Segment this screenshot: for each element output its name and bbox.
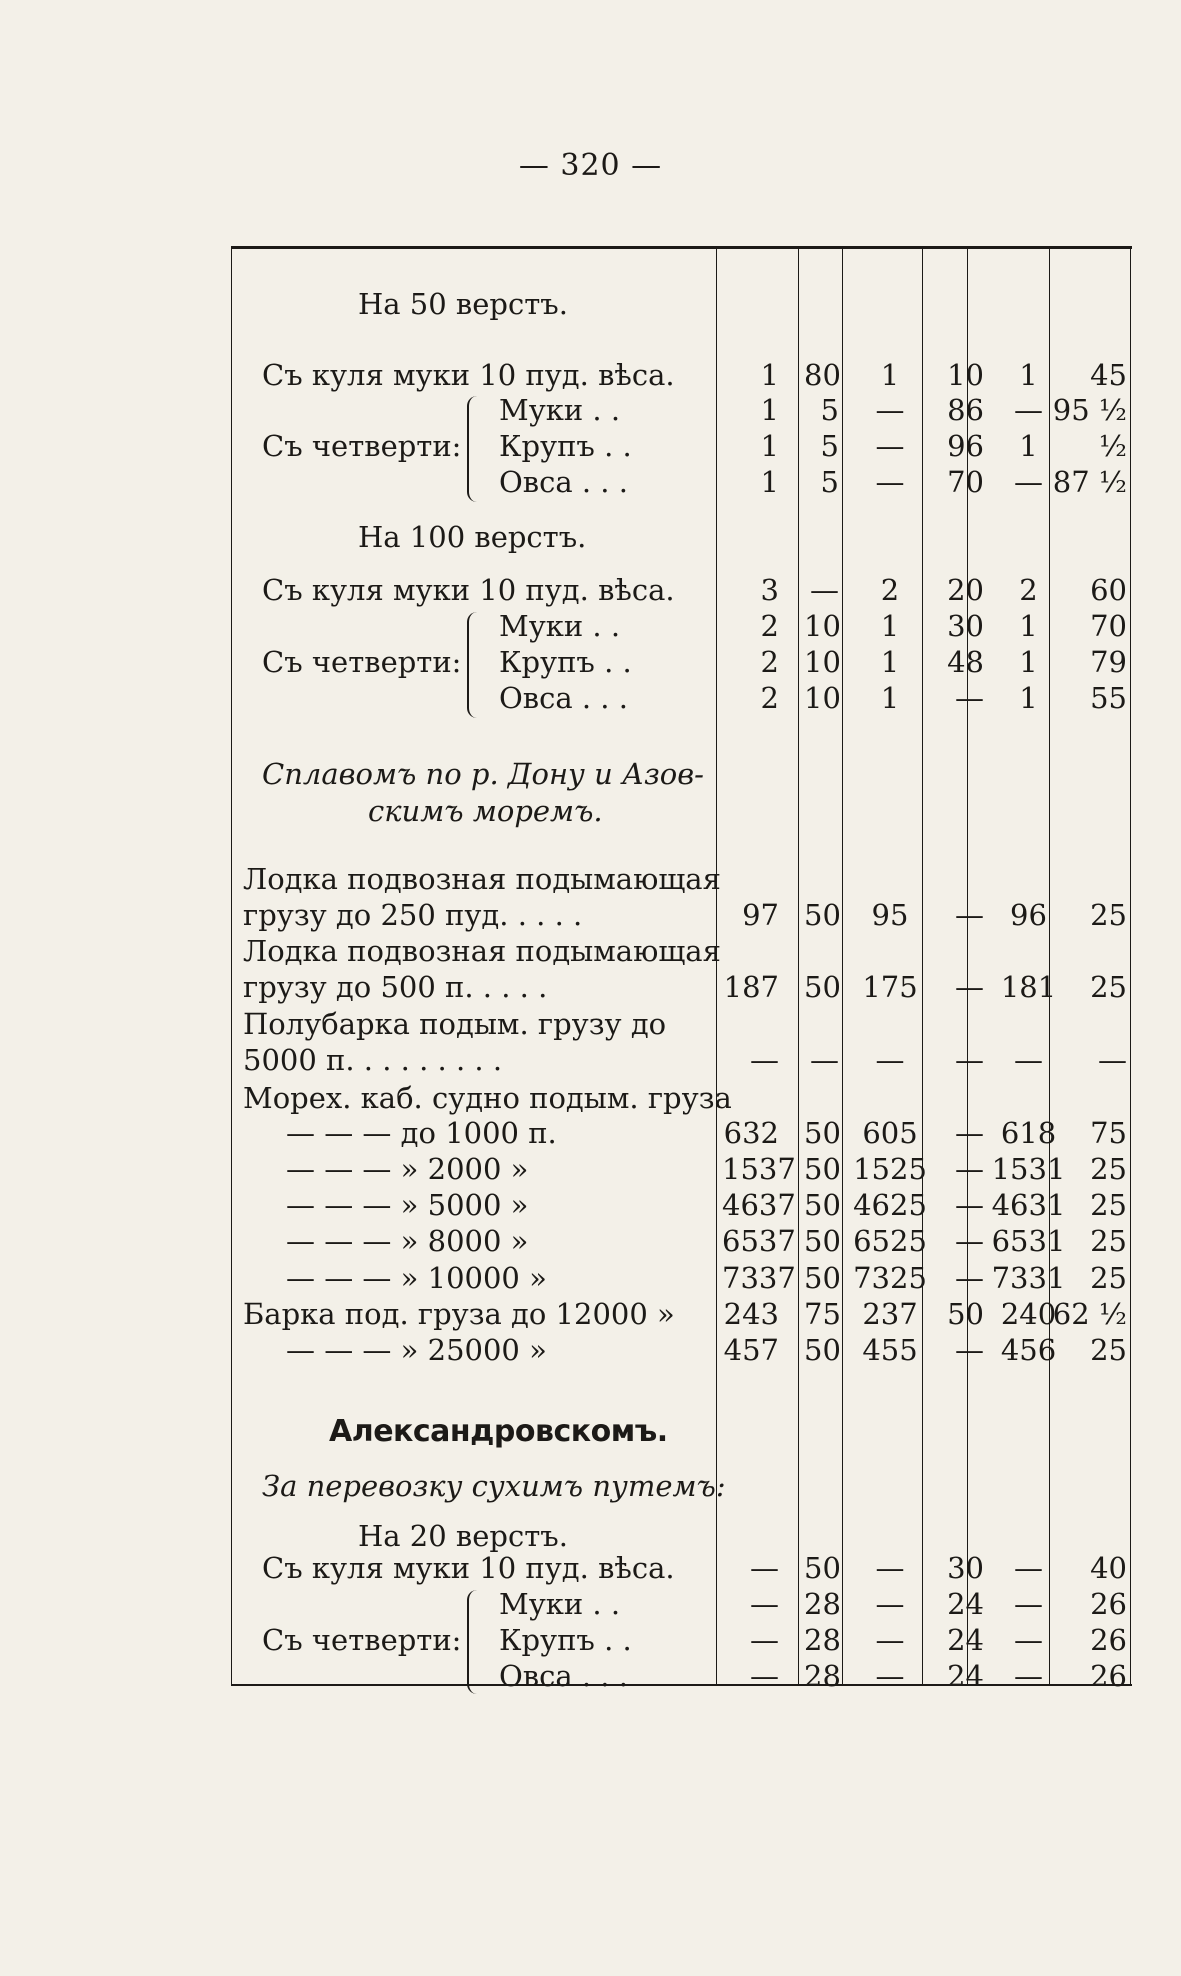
value-cell: — <box>750 1623 779 1657</box>
value-cell: 1 <box>1019 609 1038 643</box>
value-cell: 50 <box>804 970 841 1004</box>
section-subtitle: За перевозку сухимъ путемъ: <box>262 1469 726 1503</box>
value-cell: 1 <box>880 358 900 392</box>
value-cell: 80 <box>804 358 841 392</box>
table-row <box>231 572 1132 608</box>
value-cell: 7337 <box>722 1261 796 1295</box>
value-cell: 7325 <box>853 1261 927 1295</box>
value-cell: 79 <box>1090 645 1127 679</box>
value-cell: 455 <box>862 1333 918 1367</box>
row-label: Крупъ . . <box>499 429 632 463</box>
value-cell: 26 <box>1090 1623 1127 1657</box>
curly-brace <box>467 1590 483 1694</box>
value-cell: 50 <box>804 1152 841 1186</box>
page-number: — 320 — <box>518 148 663 183</box>
value-cell: — <box>875 1623 905 1657</box>
value-cell: — <box>875 1551 905 1585</box>
value-cell: 75 <box>804 1297 841 1331</box>
row-label-ditto: — — — » 2000 » <box>286 1152 529 1186</box>
value-cell: — <box>955 1152 984 1186</box>
value-cell: 4637 <box>722 1188 796 1222</box>
value-cell: — <box>875 393 905 427</box>
value-cell: 2 <box>760 645 779 679</box>
city-title-row <box>231 1414 1132 1450</box>
value-cell: 20 <box>947 573 984 607</box>
value-cell: 10 <box>804 645 841 679</box>
value-cell: 28 <box>804 1659 841 1693</box>
table-row <box>231 1332 1132 1368</box>
value-cell: — <box>1014 1043 1043 1077</box>
value-cell: — <box>750 1659 779 1693</box>
row-label: 5000 п. . . . . . . . . <box>243 1043 503 1077</box>
value-cell: 97 <box>742 898 779 932</box>
table-row <box>231 933 1132 969</box>
row-label: Лодка подвозная подымающая <box>243 862 721 896</box>
value-cell: 70 <box>1090 609 1127 643</box>
value-cell: — <box>1014 465 1043 499</box>
table-row <box>231 428 1132 464</box>
table-row <box>231 464 1132 500</box>
value-cell: 50 <box>804 1333 841 1367</box>
value-cell: 1 <box>1019 681 1038 715</box>
table-row <box>231 392 1132 428</box>
value-cell: 2 <box>760 609 779 643</box>
value-cell: 1 <box>880 645 900 679</box>
value-cell: 1 <box>760 429 779 463</box>
value-cell: — <box>750 1551 779 1585</box>
value-cell: 26 <box>1090 1587 1127 1621</box>
value-cell: 10 <box>804 681 841 715</box>
row-label: Овса . . . <box>499 465 628 499</box>
value-cell: — <box>1014 1659 1043 1693</box>
value-cell: 618 <box>1000 1116 1057 1150</box>
value-cell: 60 <box>1090 573 1127 607</box>
table-row <box>231 861 1132 897</box>
value-cell: 3 <box>760 573 779 607</box>
row-label-ditto: — — — » 25000 » <box>286 1333 547 1367</box>
group-label: Съ четверти: <box>262 1623 462 1657</box>
value-cell: 50 <box>804 1551 841 1585</box>
group-label: Съ четверти: <box>262 429 462 463</box>
rate-table <box>231 246 1132 1693</box>
row-label: Полубарка подым. грузу до <box>243 1007 667 1041</box>
value-cell: 62 ½ <box>1052 1297 1127 1331</box>
value-cell: — <box>955 898 984 932</box>
subtitle-row <box>231 1468 1132 1504</box>
value-cell: 5 <box>820 429 839 463</box>
curly-brace <box>467 612 483 718</box>
value-cell: 1 <box>880 681 900 715</box>
value-cell: 48 <box>947 645 984 679</box>
value-cell: 75 <box>1090 1116 1127 1150</box>
value-cell: 457 <box>723 1333 779 1367</box>
river-title-row <box>231 793 1132 829</box>
value-cell: — <box>810 573 839 607</box>
river-title: скимъ моремъ. <box>368 794 603 828</box>
value-cell: 7331 <box>991 1261 1066 1295</box>
value-cell: 86 <box>947 393 984 427</box>
table-row <box>231 680 1132 716</box>
row-label: грузу до 500 п. . . . . <box>243 970 548 1004</box>
value-cell: 25 <box>1090 1224 1127 1258</box>
table-row <box>231 644 1132 680</box>
section-title: На 100 верстъ. <box>358 520 587 554</box>
value-cell: — <box>875 1659 905 1693</box>
value-cell: 1 <box>880 609 900 643</box>
value-cell: — <box>955 681 984 715</box>
value-cell: 25 <box>1090 1261 1127 1295</box>
row-label: Муки . . <box>499 393 621 427</box>
section-title: На 20 верстъ. <box>358 1519 568 1553</box>
value-cell: 1 <box>760 358 779 392</box>
table-row <box>231 1042 1132 1078</box>
section-title: На 50 верстъ. <box>358 287 568 321</box>
value-cell: — <box>955 1188 984 1222</box>
section-title-row <box>231 286 1132 322</box>
value-cell: — <box>875 465 905 499</box>
table-row <box>231 1223 1132 1259</box>
value-cell: 237 <box>862 1297 918 1331</box>
value-cell: 2 <box>1019 573 1038 607</box>
value-cell: 24 <box>947 1659 984 1693</box>
city-title: Александровскомъ. <box>329 1414 668 1449</box>
value-cell: 50 <box>804 1224 841 1258</box>
value-cell: 10 <box>947 358 984 392</box>
value-cell: 55 <box>1090 681 1127 715</box>
value-cell: — <box>1014 1587 1043 1621</box>
section-title-row <box>231 1518 1132 1554</box>
value-cell: 4631 <box>991 1188 1066 1222</box>
value-cell: 50 <box>804 1116 841 1150</box>
value-cell: 4625 <box>853 1188 927 1222</box>
value-cell: 28 <box>804 1623 841 1657</box>
value-cell: — <box>1014 1623 1043 1657</box>
table-row <box>231 1187 1132 1223</box>
table-row <box>231 1658 1132 1694</box>
value-cell: 28 <box>804 1587 841 1621</box>
value-cell: — <box>955 1043 984 1077</box>
river-title: Сплавомъ по р. Дону и Азов- <box>262 757 704 791</box>
row-label: Морех. каб. судно подым. груза <box>243 1081 732 1115</box>
row-label-ditto: — — — » 8000 » <box>286 1224 529 1258</box>
value-cell: 50 <box>804 1261 841 1295</box>
curly-brace <box>467 396 483 502</box>
value-cell: 30 <box>947 1551 984 1585</box>
table-row <box>231 1622 1132 1658</box>
value-cell: 87 ½ <box>1052 465 1127 499</box>
value-cell: 25 <box>1090 970 1127 1004</box>
value-cell: 45 <box>1090 358 1127 392</box>
value-cell: 96 <box>1010 898 1047 932</box>
value-cell: — <box>955 1116 984 1150</box>
value-cell: 6525 <box>853 1224 927 1258</box>
row-label-ditto: — — — » 10000 » <box>286 1261 547 1295</box>
value-cell: — <box>955 1261 984 1295</box>
value-cell: — <box>955 970 984 1004</box>
value-cell: 25 <box>1090 1333 1127 1367</box>
value-cell: 243 <box>723 1297 779 1331</box>
row-label: Барка под. груза до 12000 » <box>243 1297 675 1331</box>
value-cell: 40 <box>1090 1551 1127 1585</box>
table-row <box>231 897 1132 933</box>
value-cell: 240 <box>1000 1297 1057 1331</box>
table-row <box>231 1296 1132 1332</box>
table-row <box>231 969 1132 1005</box>
row-label: Съ куля муки 10 пуд. вѣса. <box>262 573 675 607</box>
row-label: Овса . . . <box>499 1659 628 1693</box>
row-label: грузу до 250 пуд. . . . . <box>243 898 583 932</box>
value-cell: 30 <box>947 609 984 643</box>
value-cell: — <box>1014 1551 1043 1585</box>
value-cell: 5 <box>820 393 839 427</box>
value-cell: 2 <box>760 681 779 715</box>
table-row <box>231 1260 1132 1296</box>
value-cell: 5 <box>820 465 839 499</box>
value-cell: — <box>1098 1043 1127 1077</box>
value-cell: 2 <box>880 573 900 607</box>
value-cell: 456 <box>1000 1333 1057 1367</box>
table-row <box>231 1151 1132 1187</box>
section-title-row <box>231 519 1132 555</box>
value-cell: 1525 <box>853 1152 927 1186</box>
value-cell: 10 <box>804 609 841 643</box>
value-cell: 175 <box>862 970 918 1004</box>
value-cell: 1 <box>1019 429 1038 463</box>
table-row <box>231 1006 1132 1042</box>
value-cell: — <box>1014 393 1043 427</box>
value-cell: 1 <box>1019 358 1038 392</box>
value-cell: 1 <box>1019 645 1038 679</box>
table-row <box>231 357 1132 393</box>
value-cell: 25 <box>1090 898 1127 932</box>
value-cell: 50 <box>804 1188 841 1222</box>
value-cell: 96 <box>947 429 984 463</box>
row-label: Крупъ . . <box>499 1623 632 1657</box>
value-cell: 25 <box>1090 1152 1127 1186</box>
table-row <box>231 1115 1132 1151</box>
value-cell: 6537 <box>722 1224 796 1258</box>
value-cell: — <box>875 429 905 463</box>
value-cell: 70 <box>947 465 984 499</box>
table-row <box>231 608 1132 644</box>
row-label-ditto: — — — » 5000 » <box>286 1188 529 1222</box>
table-row <box>231 1080 1132 1116</box>
value-cell: 24 <box>947 1623 984 1657</box>
value-cell: 24 <box>947 1587 984 1621</box>
value-cell: 1531 <box>991 1152 1066 1186</box>
value-cell: 632 <box>723 1116 779 1150</box>
value-cell: — <box>955 1333 984 1367</box>
table-top-rule <box>231 246 1132 249</box>
row-label: Муки . . <box>499 609 621 643</box>
value-cell: 1 <box>760 393 779 427</box>
value-cell: 25 <box>1090 1188 1127 1222</box>
value-cell: 181 <box>1000 970 1057 1004</box>
row-label-ditto: — — — до 1000 п. <box>286 1116 557 1150</box>
value-cell: 1537 <box>722 1152 796 1186</box>
value-cell: 50 <box>804 898 841 932</box>
value-cell: 1 <box>760 465 779 499</box>
value-cell: — <box>875 1587 905 1621</box>
table-row <box>231 1550 1132 1586</box>
value-cell: — <box>810 1043 839 1077</box>
value-cell: 605 <box>862 1116 918 1150</box>
value-cell: — <box>955 1224 984 1258</box>
value-cell: 95 ½ <box>1052 393 1127 427</box>
value-cell: — <box>750 1587 779 1621</box>
value-cell: — <box>875 1043 905 1077</box>
row-label: Крупъ . . <box>499 645 632 679</box>
value-cell: 26 <box>1090 1659 1127 1693</box>
row-label: Съ куля муки 10 пуд. вѣса. <box>262 358 675 392</box>
group-label: Съ четверти: <box>262 645 462 679</box>
value-cell: ½ <box>1098 429 1127 463</box>
row-label: Лодка подвозная подымающая <box>243 934 721 968</box>
river-title-row <box>231 756 1132 792</box>
value-cell: 95 <box>871 898 909 932</box>
table-row <box>231 1586 1132 1622</box>
row-label: Съ куля муки 10 пуд. вѣса. <box>262 1551 675 1585</box>
row-label: Овса . . . <box>499 681 628 715</box>
value-cell: 187 <box>723 970 779 1004</box>
value-cell: 50 <box>947 1297 984 1331</box>
row-label: Муки . . <box>499 1587 621 1621</box>
value-cell: — <box>750 1043 779 1077</box>
value-cell: 6531 <box>991 1224 1066 1258</box>
